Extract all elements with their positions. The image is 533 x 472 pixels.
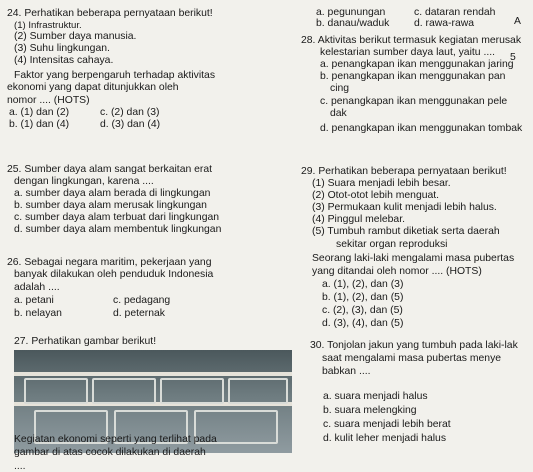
q27-option-a[interactable]: a. pegunungan	[316, 7, 386, 18]
q26-option-b[interactable]: b. nelayan	[14, 308, 62, 319]
margin-number-5: 5	[510, 52, 516, 63]
q26-option-d[interactable]: d. peternak	[113, 308, 165, 319]
q24-item-4: (4) Intensitas cahaya.	[14, 55, 114, 66]
q29-sub-2: yang ditandai oleh nomor .... (HOTS)	[312, 266, 482, 277]
q24-sub-3: nomor .... (HOTS)	[7, 95, 90, 106]
q24-sub-1: Faktor yang berpengaruh terhadap aktivitas	[14, 70, 216, 81]
q30-option-a[interactable]: a. suara menjadi halus	[323, 391, 428, 402]
q28-option-b[interactable]: b. penangkapan ikan menggunakan pan	[320, 71, 506, 82]
q25-option-c[interactable]: c. sumber daya alam terbuat dari lingkungan	[14, 212, 220, 223]
q28-stem-1: 28. Aktivitas berikut termasuk kegiatan merusak	[301, 35, 522, 46]
q30-stem-3: babkan ....	[322, 366, 371, 377]
q30-option-b[interactable]: b. suara melengking	[323, 405, 417, 416]
q25-option-d[interactable]: d. sumber daya alam membentuk lingkungan	[14, 224, 222, 235]
q26-stem-2: banyak dilakukan oleh penduduk Indonesia	[14, 269, 214, 280]
q24-item-3: (3) Suhu lingkungan.	[14, 43, 110, 54]
q29-item-5-cont: sekitar organ reproduksi	[336, 239, 448, 250]
q30-stem-2: saat mengalami masa pubertas menye	[322, 353, 502, 364]
q28-option-c-cont: dak	[330, 108, 347, 119]
q25-option-a[interactable]: a. sumber daya alam berada di lingkungan	[14, 188, 211, 199]
q29-option-d[interactable]: d. (3), (4), dan (5)	[322, 318, 404, 329]
q29-option-a[interactable]: a. (1), (2), dan (3)	[322, 279, 404, 290]
q24-option-c[interactable]: c. (2) dan (3)	[100, 107, 160, 118]
margin-letter-a: A	[514, 16, 521, 27]
q28-option-c[interactable]: c. penangkapan ikan menggunakan pele	[320, 96, 508, 107]
q27-option-d[interactable]: d. rawa-rawa	[414, 18, 475, 29]
q29-item-3: (3) Permukaan kulit menjadi lebih halus.	[312, 202, 497, 213]
q29-option-b[interactable]: b. (1), (2), dan (5)	[322, 292, 404, 303]
q24-sub-2: ekonomi yang dapat ditunjukkan oleh	[7, 82, 179, 93]
q29-option-c[interactable]: c. (2), (3), dan (5)	[322, 305, 403, 316]
q25-stem-2: dengan lingkungan, karena ....	[14, 176, 154, 187]
q30-option-d[interactable]: d. kulit leher menjadi halus	[323, 433, 447, 444]
q29-item-5: (5) Tumbuh rambut diketiak serta daerah	[312, 226, 500, 237]
q24-stem: 24. Perhatikan beberapa pernyataan berikut!	[7, 8, 213, 19]
q25-stem-1: 25. Sumber daya alam sangat berkaitan erat	[7, 164, 213, 175]
q30-option-c[interactable]: c. suara menjadi lebih berat	[323, 419, 451, 430]
q24-option-a[interactable]: a. (1) dan (2)	[9, 107, 70, 118]
q30-stem-1: 30. Tonjolan jakun yang tumbuh pada laki-lak	[310, 340, 518, 351]
q29-stem: 29. Perhatikan beberapa pernyataan berikut!	[301, 166, 507, 177]
q26-option-a[interactable]: a. petani	[14, 295, 54, 306]
q26-stem-1: 26. Sebagai negara maritim, pekerjaan yang	[7, 257, 212, 268]
q27-option-c[interactable]: c. dataran rendah	[414, 7, 496, 18]
q28-option-a[interactable]: a. penangkapan ikan menggunakan jaring	[320, 59, 514, 70]
q28-stem-2: kelestarian sumber daya laut, yaitu ....	[320, 47, 495, 58]
q25-option-b[interactable]: b. sumber daya alam merusak lingkungan	[14, 200, 207, 211]
q28-option-b-cont: cing	[330, 83, 350, 94]
q24-item-1: (1) Infrastruktur.	[14, 20, 82, 31]
q29-item-2: (2) Otot-otot lebih menguat.	[312, 190, 440, 201]
q26-stem-3: adalah ....	[14, 282, 60, 293]
q26-option-c[interactable]: c. pedagang	[113, 295, 171, 306]
q27-caption-1: Kegiatan ekonomi seperti yang terlihat pada	[14, 434, 217, 445]
q27-caption-2: gambar di atas cocok dilakukan di daerah	[14, 447, 206, 458]
q29-item-1: (1) Suara menjadi lebih besar.	[312, 178, 451, 189]
q24-item-2: (2) Sumber daya manusia.	[14, 31, 137, 42]
q24-option-b[interactable]: b. (1) dan (4)	[9, 119, 70, 130]
q28-option-d[interactable]: d. penangkapan ikan menggunakan tombak	[320, 123, 523, 134]
q27-stem: 27. Perhatikan gambar berikut!	[14, 336, 157, 347]
q27-option-b[interactable]: b. danau/waduk	[316, 18, 390, 29]
q29-item-4: (4) Pinggul melebar.	[312, 214, 405, 225]
q29-sub-1: Seorang laki-laki mengalami masa pubertas	[312, 253, 515, 264]
q27-caption-3: ....	[14, 461, 26, 472]
q24-option-d[interactable]: d. (3) dan (4)	[100, 119, 161, 130]
